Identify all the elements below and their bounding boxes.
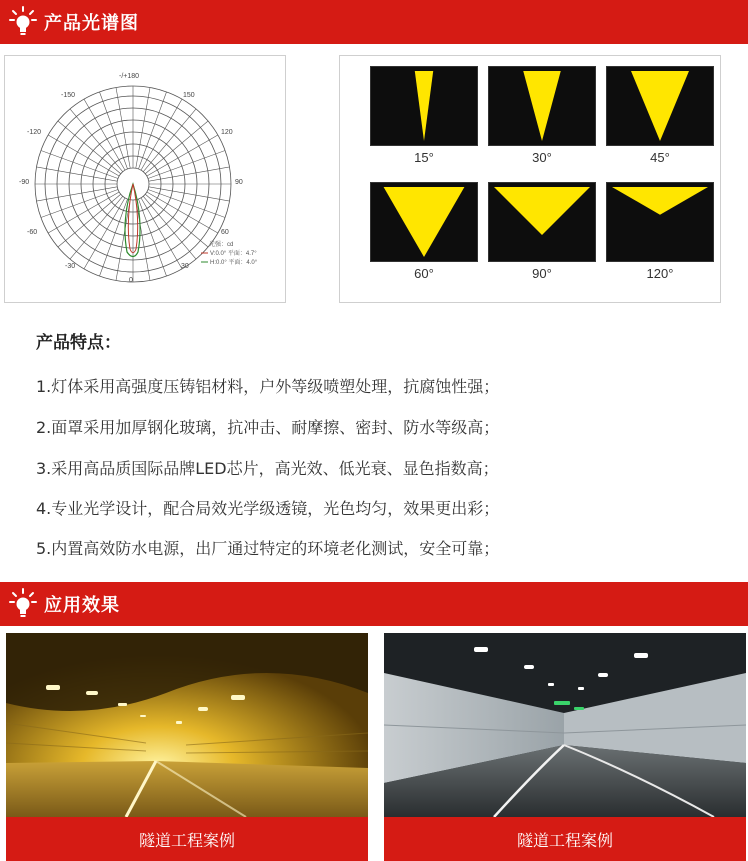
angle-label: -150 (61, 92, 76, 99)
beam-label: 60° (414, 266, 434, 281)
beam-cell (488, 182, 596, 281)
tunnel-photo-yellow (6, 633, 368, 817)
beam-cone (494, 187, 590, 235)
beam-cell (606, 66, 714, 165)
legend-h: H:0.0° 平面：4.0° (210, 260, 258, 266)
legend-unit: 光强：cd (209, 242, 234, 248)
feature-item: 4.专业光学设计，配合局效光学级透镜，光色均匀，效果更出彩； (36, 499, 500, 518)
beam-45-shape (607, 67, 713, 145)
features-title: 产品特点： (36, 333, 121, 353)
polar-distribution-diagram (4, 55, 286, 303)
beam-15-shape (371, 67, 477, 145)
beam-120-shape (607, 183, 713, 261)
angle-label: -30 (65, 263, 76, 270)
section-header-spectrum (0, 0, 748, 44)
section-title: 产品光谱图 (44, 13, 139, 34)
beam-cone (612, 187, 708, 215)
case-caption: 隧道工程案例 (384, 817, 746, 861)
beam-cone (415, 71, 433, 141)
lightbulb-icon (8, 5, 38, 39)
case-caption: 隧道工程案例 (6, 817, 368, 861)
beam-cell (488, 66, 596, 165)
feature-item: 5.内置高效防水电源，出厂通过特定的环境老化测试，安全可靠； (36, 539, 500, 558)
beam-label: 30° (532, 150, 552, 165)
angle-label: 30 (181, 263, 189, 270)
section-title: 应用效果 (44, 595, 120, 616)
beam-cone (384, 187, 465, 257)
beam-label: 45° (650, 150, 670, 165)
feature-item: 3.采用高品质国际品牌LED芯片，高光效、低光衰、显色指数高； (36, 459, 499, 478)
angle-label: 0 (129, 277, 133, 284)
beam-cone (631, 71, 689, 141)
angle-label: 60 (221, 229, 229, 236)
lightbulb-icon (8, 587, 38, 621)
angle-label: -60 (27, 229, 38, 236)
beam-90-shape (489, 183, 595, 261)
angle-label: -90 (19, 179, 30, 186)
feature-item: 1.灯体采用高强度压铸铝材料，户外等级喷塑处理，抗腐蚀性强； (36, 377, 500, 396)
beam-cone (523, 71, 561, 141)
feature-item: 2.面罩采用加厚钢化玻璃，抗冲击、耐摩擦、密封、防水等级高； (36, 418, 500, 437)
angle-label: -120 (27, 129, 42, 136)
section-header-application (0, 582, 748, 626)
beam-cell (370, 66, 478, 165)
beam-label: 15° (414, 150, 434, 165)
beam-cell (606, 182, 714, 281)
angle-label: 90 (235, 179, 243, 186)
polar-plot (5, 56, 285, 302)
legend-v: V:0.0° 平面：4.7° (210, 251, 257, 257)
tunnel-photo-white (384, 633, 746, 817)
beam-cell (370, 182, 478, 281)
angle-label: 120 (221, 129, 233, 136)
beam-30-shape (489, 67, 595, 145)
beam-label: 120° (646, 266, 674, 281)
beam-label: 90° (532, 266, 552, 281)
angle-label: 150 (183, 92, 195, 99)
beam-angle-chart (339, 55, 721, 303)
angle-label: -/+180 (119, 73, 140, 80)
beam-60-shape (371, 183, 477, 261)
